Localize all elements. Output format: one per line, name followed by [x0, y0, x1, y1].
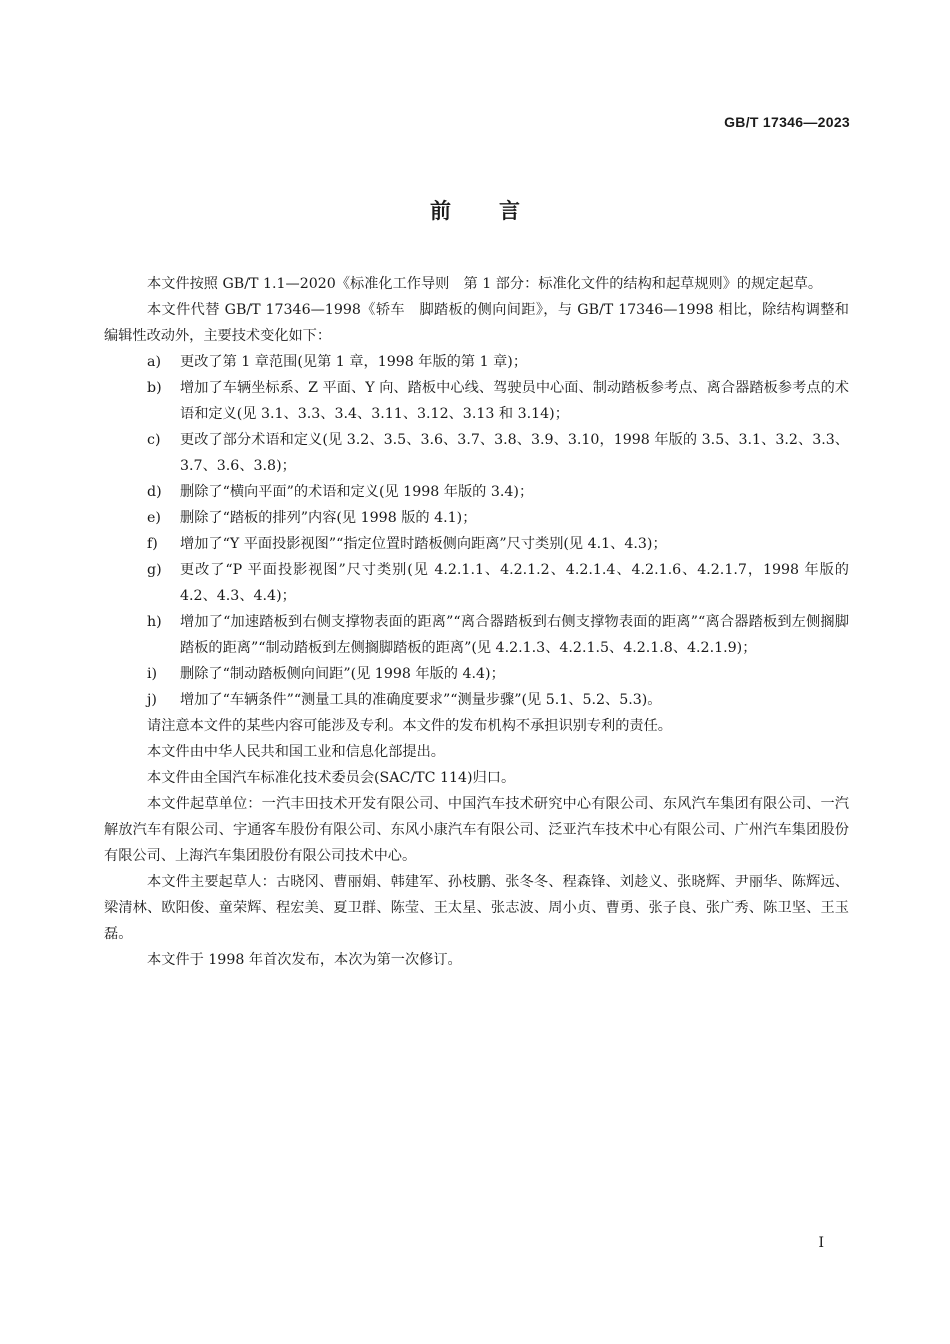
list-item: [104, 375, 849, 427]
paragraph-proposer: 本文件由中华人民共和国工业和信息化部提出。: [147, 744, 445, 760]
list-item: [104, 609, 849, 661]
list-item: [104, 531, 849, 557]
list-item-text: 删除了“制动踏板侧向间距”(见 1998 年版的 4.4)；: [180, 666, 505, 682]
list-item-text: 增加了“加速踏板到右侧支撑物表面的距离”“离合器踏板到右侧支撑物表面的距离”“离合器踏板到左侧搁脚踏板的距离”“制动踏板到左侧搁脚踏板的距离”(见 4.2.1.3、4.2.1.5、4.2.1.8、4.2.1.9)；: [180, 614, 849, 656]
list-item-label: b): [147, 380, 162, 396]
paragraph-replaces: 本文件代替 GB/T 17346—1998《轿车 脚踏板的侧向间距》，与 GB/T 17346—1998 相比，除结构调整和编辑性改动外，主要技术变化如下：: [104, 302, 849, 344]
page-title: [0, 195, 950, 225]
list-item-label: h): [147, 614, 162, 630]
list-item: [104, 661, 849, 687]
list-item-label: j): [147, 692, 157, 708]
page-number: I: [818, 1235, 824, 1251]
list-item-label: e): [147, 510, 161, 526]
list-item-text: 增加了“Y 平面投影视图”“指定位置时踏板侧向距离”尺寸类别(见 4.1、4.3)；: [180, 536, 667, 552]
standard-number: GB/T 17346—2023: [724, 114, 850, 130]
list-item-text: 更改了第 1 章范围(见第 1 章，1998 年版的第 1 章)；: [180, 354, 528, 370]
list-item-text: 删除了“踏板的排列”内容(见 1998 版的 4.1)；: [180, 510, 477, 526]
list-item: [104, 427, 849, 479]
list-item: [104, 505, 849, 531]
list-item-label: i): [147, 666, 158, 682]
change-list: [104, 349, 849, 713]
list-item: [104, 557, 849, 609]
list-item-text: 删除了“横向平面”的术语和定义(见 1998 年版的 3.4)；: [180, 484, 534, 500]
list-item-label: f): [147, 536, 158, 552]
list-item: [104, 349, 849, 375]
paragraph-drafting-rules: 本文件按照 GB/T 1.1—2020《标准化工作导则 第 1 部分：标准化文件的结构和起草规则》的规定起草。: [147, 276, 823, 292]
list-item: [104, 687, 849, 713]
list-item-label: g): [147, 562, 162, 578]
list-item-text: 更改了部分术语和定义(见 3.2、3.5、3.6、3.7、3.8、3.9、3.10，1998 年版的 3.5、3.1、3.2、3.3、3.7、3.6、3.8)；: [180, 432, 849, 474]
list-item-text: 增加了“车辆条件”“测量工具的准确度要求”“测量步骤”(见 5.1、5.2、5.3)。: [180, 692, 662, 708]
paragraph-history: 本文件于 1998 年首次发布，本次为第一次修订。: [147, 952, 462, 968]
paragraph-drafting-units: 本文件起草单位：一汽丰田技术开发有限公司、中国汽车技术研究中心有限公司、东风汽车集团有限公司、一汽解放汽车有限公司、宇通客车股份有限公司、东风小康汽车有限公司、泛亚汽车技术中心有限公司、广州汽车集团股份有限公司、上海汽车集团股份有限公司技术中心。: [104, 796, 849, 864]
title-char-1: 前: [430, 199, 451, 223]
paragraph-committee: 本文件由全国汽车标准化技术委员会(SAC/TC 114)归口。: [147, 770, 516, 786]
list-item-label: a): [147, 354, 161, 370]
list-item-label: c): [147, 432, 161, 448]
list-item-label: d): [147, 484, 162, 500]
paragraph-drafters: 本文件主要起草人：古晓冈、曹丽娟、韩建军、孙枝鹏、张冬冬、程森锋、刘趁义、张晓辉、尹丽华、陈辉远、梁清林、欧阳俊、童荣辉、程宏美、夏卫群、陈莹、王太星、张志波、周小贞、曹勇、张子良、张广秀、陈卫坚、王玉磊。: [104, 874, 849, 942]
paragraph-patent-notice: 请注意本文件的某些内容可能涉及专利。本文件的发布机构不承担识别专利的责任。: [147, 718, 672, 734]
list-item-text: 更改了“P 平面投影视图”尺寸类别(见 4.2.1.1、4.2.1.2、4.2.1.4、4.2.1.6、4.2.1.7，1998 年版的 4.2、4.3、4.4)；: [180, 562, 849, 604]
title-char-2: 言: [499, 199, 520, 223]
list-item: [104, 479, 849, 505]
document-body: [104, 271, 849, 973]
list-item-text: 增加了车辆坐标系、Z 平面、Y 向、踏板中心线、驾驶员中心面、制动踏板参考点、离合器踏板参考点的术语和定义(见 3.1、3.3、3.4、3.11、3.12、3.13 和 3.14)；: [180, 380, 849, 422]
